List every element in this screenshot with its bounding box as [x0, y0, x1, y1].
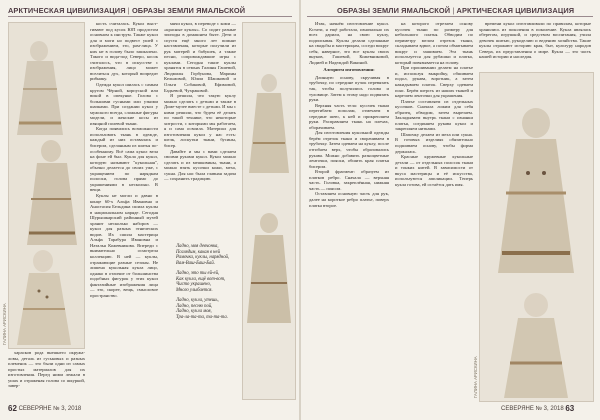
dolls-photo-right — [479, 72, 594, 402]
right-header-rule — [307, 16, 593, 17]
right-text-column-3 — [479, 21, 591, 69]
left-bottom-text — [8, 350, 85, 400]
paragraph: мячи кукол, в переводе с коми — «красные куклы». Со сидит разные эпизоды в домашнем быте. Дети и спустя ещё много лет помнят наставления, которые получили из рук матерей и бабушек, а также песни, сопровождавшие игры с куклами. Сегодня такие куклы хранятся в семьях Галины Гашевой, Людмилы Горбунова, Марины Кельмовой, Юлии Шашковой и Ольги Собаковой, Ефимовой, Бадьевой, Чухраковой. — [164, 21, 236, 93]
paragraph: Одежда кукол шилась с самым кругом Чёрной, корпусной или вокой в опекунке. Голова с большими гусными или узкими шапками. При создании кукол у мужского всегда, сложные фигуры модели, и женские косы из изящной полевой ткани. — [90, 82, 158, 126]
verse-line: Тра-ла-та-та, та-та-та. — [176, 314, 228, 320]
paragraph: Для изготовления кукольной одежды берём отрезок ткани и сворачиваем в трубочку. Затем одеваем на куклу, после отгибаем верх, чтобы образовались рукава. Можно добавить разноцветные ленточки, пояски, обшить края платья бисером. — [309, 130, 389, 169]
paragraph: Второй фрагмент: образуем из платков ребро. Сначала — верхняя часть. Головка, закреплённая, нижняя часть — поясом. — [309, 169, 389, 191]
paragraph: Шапочку делаем из меха или сукна. В готовых изделиях обязательно подшиваем основу, чтобы форма держалась. — [395, 131, 473, 154]
paragraph: При прошивании делаем на платье и, используя выкройку, обшиваем подол, рукава, воротник, а затем накидываем платок. Сверху одеваем пояс. Берём шерсть из наших тканей и нарезаем ленточки для украшения. — [395, 65, 473, 99]
right-page — [301, 0, 600, 420]
paragraph: времени кукол изготавливали по правилам, которые хранились из поколения в поколение. Кукла являлась оберегом, игрушкой, и средством воспитания, учила девочек шитью, рукоделию и ведению хозяйства. Такие куклы отражают историю края, быт, культуру народов Севера, их представления о мире. Кукла — это часть нашей истории и наследия. — [479, 21, 591, 60]
left-text-column-2 — [90, 21, 158, 399]
verse-line: Вам-Ваш-Баш-Бай. — [176, 260, 215, 266]
dolls-photo-left-edge — [242, 22, 296, 400]
paragraph: Длинную основу, скручивая в трубочку, по середине пучок перевязать так, чтобы получились голова и туловище. Затем к этому надо подвязать руки. — [309, 74, 389, 103]
paragraph: харасков рода внешнего окружа-ловы, деталь из гуськовых и разных племенок — это были одни из самых простых материалов для их изготовления. Перед ними лежали в ушах и отраженая голова со шкуркой, завер- — [8, 350, 85, 389]
left-page — [0, 0, 299, 420]
verse-line: Как кукла, ещё вот-вот, — [176, 276, 226, 282]
verse-line: Ладно, это ты ей-ей, — [176, 271, 220, 276]
left-header-divider: | — [127, 6, 130, 15]
magazine-issue: СЕВЕРЯНЕ № 3, 2018 — [18, 406, 82, 413]
paragraph: Оставляем основную часть для рук, далее на короткое ребро платье, поверх платка второе. — [309, 191, 389, 208]
dolls-illustration-right — [480, 73, 593, 401]
verse-line: Рамочка, куклы, нарядной, — [176, 255, 230, 260]
paragraph: Итак, начнём изготовление кукол. Кстати, я ещё работала, изначально их всех дарили, на свою куклу, подписывая. Куклы делали сделанные на свадьбы и мастерицам, соседи вокруг себя, наверное, это все куклы своих внуков, Гашевой, Кожевниковой, Лидией и Надеждой Вакиной. — [309, 21, 389, 65]
paragraph: Куклы не могли и давно в конце 60-х Альфа Ивановна и Анастасия Бельдина сшила куклы в национальном наряде. Сегодня Шурышкарский районный музей хранит несколько наборов — кукол для разных этнических видов. Их сшила мастерица Альфа Тарабура Ивановна и Наталья Кожевникова. Впереди с внимательно осмотрела коллекцию. В ней — куклы, отражающие разные сезоны. Не лишена кукольная кукла лицо, однако в отличие от большинства подобных фигурок у этих кукол фантазийные изображения лица — это, скорее, вещь, смысловое пространство. — [90, 192, 158, 298]
left-text-column-3 — [164, 21, 236, 239]
dolls-illustration-left-edge — [243, 23, 295, 399]
verse-line: Ладно, песню пой, — [176, 303, 213, 309]
verse-line: Много улыбается. — [176, 287, 213, 293]
verse-line: Ладно, кукла моя, — [176, 309, 212, 314]
right-footer — [501, 404, 574, 413]
right-header-divider: | — [452, 6, 455, 15]
page-number: 62 — [8, 404, 17, 413]
paragraph: Я решила, что такую куклу можно сделать с детьми и также в Доме-музее вместе с детьми. И мы с ними решили, что будем её делать по такой технике, что некоторые хитрости, с которыми мы работаем, я и сама освоила. Материал для изготовления кукол у нас есть: шелк, лоскутки ткани, бусины, бисер. — [164, 93, 236, 149]
paragraph: Платье составляем из отдельных кусочков. Сначала ложим для себя образец, обводим, затем вырезаем. Закладываем внутрь ткани с изнанки платья, соединяем рукава кукол и закрепляем нитками. — [395, 98, 473, 132]
verse-line: Чисто украшено, — [176, 282, 211, 287]
dolls-photo-left — [8, 22, 85, 349]
left-photo-credit: ГАЛИНА АРИСКИНА — [2, 303, 7, 345]
right-text-column-1 — [309, 21, 389, 401]
left-header-topic: ОБРАЗЫ ЗЕМЛИ ЯМАЛЬСКОЙ — [131, 6, 246, 15]
left-footer — [8, 404, 81, 413]
paragraph: Когда появились возможности использовать ткань в одежде, каждый из них оставалась и бисером, сделанным из шитья по-особенному. Всё сама кукол вела на фоне ей был. Кукла для кукол, которую называют "кукольная", обычно делается до своих уже, с укращением по нарядкам полоски, голова прямо до украшениями в несколько. В вещи. — [90, 126, 158, 193]
paragraph: Верхняя часть тела: кусочек ткани перегибаем пополам, отмечаем в середине шею, к ней и прикрепляем руки. Расправляем ткань на плечах, оборачиваем. — [309, 102, 389, 130]
right-header-section: АРКТИЧЕСКАЯ ЦИВИЛИЗАЦИЯ — [456, 6, 575, 15]
right-photo-credit: ГАЛИНА АРИСКИНА — [473, 356, 478, 398]
right-header-topic: ОБРАЗЫ ЗЕМЛИ ЯМАЛЬСКОЙ — [337, 6, 451, 15]
verse-line: Ладно, моя девчонка, — [176, 244, 219, 249]
paragraph: на которого отрезаем основу кусочек ткани по размеру для небольшого платья. Обводим по периметру мелом отрезок ткани, складываем вдвое, а потом обматываем вокруг и зашиваем. Эта ткань используется для рубашки и платка, который повязывается на голову. — [395, 21, 473, 65]
left-page-header — [8, 6, 245, 15]
left-header-rule — [8, 16, 292, 17]
paragraph: Давайте и мы с вами сделаем своими руками кукол. Кукол можно сделать и из мешковины, ткани, а можно взять кусочки кожи, меха, сукна. Для нас была главная задача — сохранить традицию. — [164, 148, 236, 182]
left-header-section: АРКТИЧЕСКАЯ ЦИВИЛИЗАЦИЯ — [8, 6, 126, 15]
verse-line: Поглядим, какая в ней — [176, 249, 220, 255]
paragraph: Красные кружевные кукольные детали — от отдельных полосок ткани и тонких нитей. В зависимости от вкуса мастерицы и её искусства, используются аппликации. Теперь кукла готова, ей остаётся дать имя. — [395, 154, 473, 187]
magazine-issue: СЕВЕРЯНЕ № 3, 2018 — [501, 406, 564, 413]
paragraph: кость считалась. Кукол выст-гивают под кусок ЮП продлстом основном к инструм. Также кукол для и моги но подвест ушей с изображением, это, рам-лица. У них не в голову было зашкалено. Такого и вида-под Северо, косок считалось, что в искусстве с изображения, лицо может вселиться дух, который вопредит рибнику. — [90, 21, 158, 82]
right-text-column-2 — [395, 21, 473, 401]
verse-line: Ладно, кукла, утешь, — [176, 298, 219, 303]
right-page-header — [337, 6, 574, 15]
page-number: 63 — [565, 404, 575, 413]
song-verse — [176, 244, 241, 320]
section-subheading: Алгоритм изготовления: — [323, 67, 375, 73]
dolls-illustration-left — [9, 23, 84, 348]
